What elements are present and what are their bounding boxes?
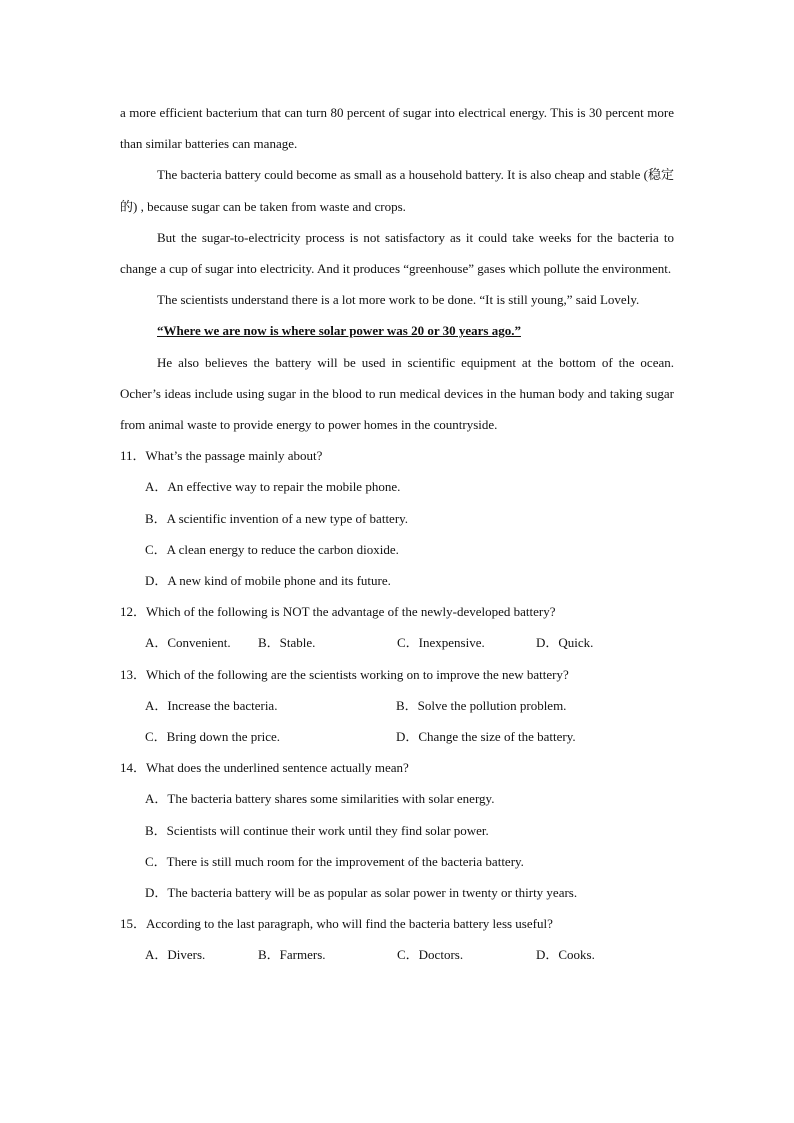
option-b: B．Scientists will continue their work until they find solar power. xyxy=(145,822,489,838)
question-number: 14． xyxy=(120,760,147,776)
options-row xyxy=(120,939,674,970)
question-13 xyxy=(120,659,674,690)
option-c: C．There is still much room for the improvement of the bacteria battery. xyxy=(145,853,524,869)
question-number: 12． xyxy=(120,604,147,620)
option-c: C．Doctors. xyxy=(397,947,464,963)
option-d: D．The bacteria battery will be as popular as solar power in twenty or thirty years. xyxy=(145,885,578,901)
question-14 xyxy=(120,752,674,783)
question-number: 13． xyxy=(120,666,147,682)
options-row xyxy=(120,690,674,721)
option-b: B．Farmers. xyxy=(258,947,326,963)
page-content xyxy=(120,97,674,971)
option-c: C．A clean energy to reduce the carbon dioxide. xyxy=(145,541,399,557)
option-a: A．The bacteria battery shares some similarities with solar energy. xyxy=(145,791,495,807)
question-15 xyxy=(120,908,674,939)
option-a: A．Convenient. xyxy=(145,635,231,651)
option-c: C．Inexpensive. xyxy=(397,635,485,651)
passage-paragraph: He also believes the battery will be used in scientific equipment at the bottom of the ocean. Ocher’s ideas include using sugar in the blood to run medical devices in the human body and taking sugar from animal waste to provide energy to power homes in the countryside. xyxy=(120,354,674,433)
question-number: 11． xyxy=(120,448,146,464)
passage-paragraph: The scientists understand there is a lot more work to be done. “It is still young,” said Lovely. xyxy=(157,292,640,308)
question-text: What’s the passage mainly about? xyxy=(145,448,323,464)
options-row xyxy=(120,721,674,752)
option-a: A．Divers. xyxy=(145,947,206,963)
options-row xyxy=(120,627,674,658)
question-text: According to the last paragraph, who will find the bacteria battery less useful? xyxy=(146,916,553,932)
option-a: A．Increase the bacteria. xyxy=(145,697,278,713)
passage-paragraph: But the sugar-to-electricity process is not satisfactory as it could take weeks for the bacteria to change a cup of sugar into electricity. And it produces “greenhouse” gases which pollute the environment. xyxy=(120,229,674,277)
question-12 xyxy=(120,596,674,627)
underlined-sentence: “Where we are now is where solar power was 20 or 30 years ago.” xyxy=(157,323,521,339)
question-text: Which of the following are the scientists working on to improve the new battery? xyxy=(146,666,569,682)
option-d: D．A new kind of mobile phone and its future. xyxy=(145,573,391,589)
question-text: Which of the following is NOT the advantage of the newly-developed battery? xyxy=(146,604,556,620)
option-d: D．Cooks. xyxy=(536,947,595,963)
option-d: D．Change the size of the battery. xyxy=(396,729,576,745)
question-11 xyxy=(120,440,674,471)
option-d: D．Quick. xyxy=(536,635,594,651)
question-number: 15． xyxy=(120,916,147,932)
option-b: B．Solve the pollution problem. xyxy=(396,697,567,713)
option-b: B．Stable. xyxy=(258,635,316,651)
option-c: C．Bring down the price. xyxy=(145,729,281,745)
question-text: What does the underlined sentence actually mean? xyxy=(146,760,409,776)
option-a: A．An effective way to repair the mobile phone. xyxy=(145,479,401,495)
passage-paragraph: a more efficient bacterium that can turn 80 percent of sugar into electrical energy. This is 30 percent more than similar batteries can manage. xyxy=(120,105,674,152)
option-b: B．A scientific invention of a new type of battery. xyxy=(145,510,409,526)
passage-paragraph: The bacteria battery could become as small as a household battery. It is also cheap and stable (稳定的) , because sugar can be taken from waste and crops. xyxy=(120,167,674,214)
